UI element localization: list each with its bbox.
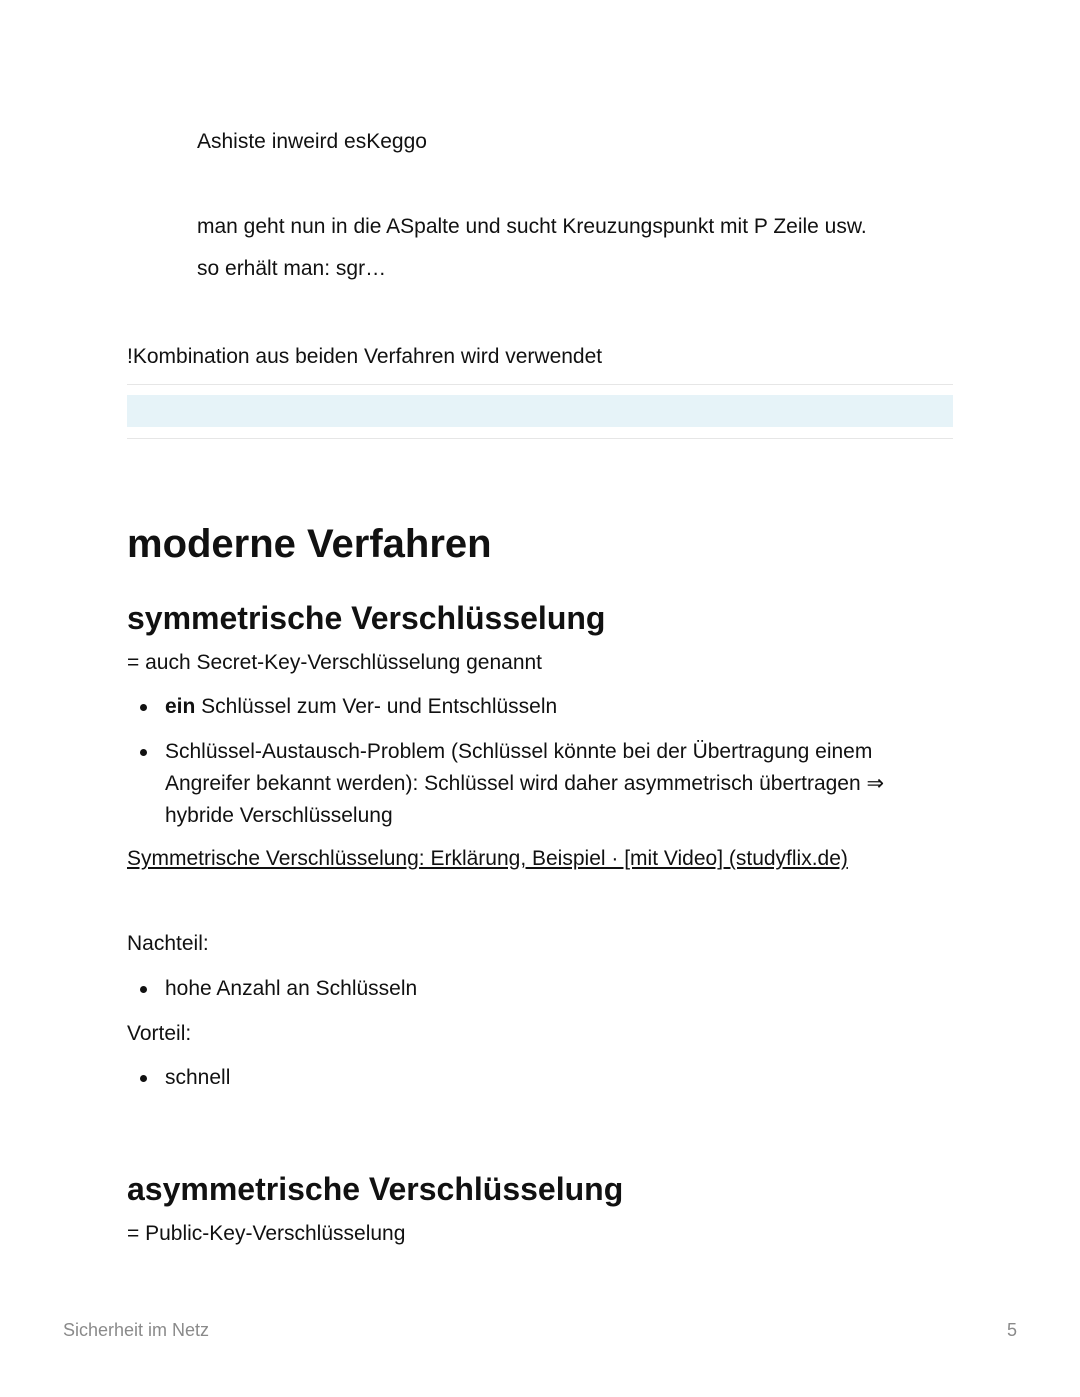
divider-bottom	[127, 438, 953, 439]
studyflix-link[interactable]: Symmetrische Verschlüsselung: Erklärung, Beispiel · [mit Video] (studyflix.de)	[127, 847, 848, 870]
bullet-dot	[140, 986, 147, 993]
nachteil-item: hohe Anzahl an Schlüsseln	[165, 977, 418, 1000]
bullet-dot	[140, 1075, 147, 1082]
section-title-modern: moderne Verfahren	[127, 522, 492, 566]
nachteil-label: Nachteil:	[127, 932, 209, 955]
list-item-text: Schlüssel zum Ver- und Entschlüsseln	[195, 695, 558, 718]
bullet-dot	[140, 749, 147, 756]
asymmetric-definition: = Public-Key-Verschlüsselung	[127, 1222, 406, 1245]
combination-note: !Kombination aus beiden Verfahren wird verwendet	[127, 345, 603, 368]
empty-callout-block	[127, 395, 953, 427]
footer-page-number: 5	[1006, 1320, 1017, 1340]
cipher-method-text: man geht nun in die ASpalte und sucht Kreuzungspunkt mit P Zeile usw.	[197, 215, 867, 238]
list-item-key-exchange-line2: Angreifer bekannt werden): Schlüssel wird daher asymmetrisch übertragen ⇒	[165, 772, 885, 795]
heading-asymmetric: asymmetrische Verschlüsselung	[127, 1171, 624, 1207]
list-item-one-key	[165, 691, 557, 723]
cipher-result-text: so erhält man: sgr…	[197, 257, 387, 280]
vorteil-item: schnell	[165, 1066, 231, 1089]
symmetric-definition: = auch Secret-Key-Verschlüsselung genannt	[127, 651, 543, 674]
list-item-key-exchange-line1: Schlüssel-Austausch-Problem (Schlüssel könnte bei der Übertragung einem	[165, 740, 873, 763]
bullet-dot	[140, 704, 147, 711]
footer-document-title: Sicherheit im Netz	[63, 1320, 210, 1340]
list-item-key-exchange-line3: hybride Verschlüsselung	[165, 804, 393, 827]
vorteil-label: Vorteil:	[127, 1022, 192, 1045]
ciphertext-example: Ashiste inweird esKeggo	[197, 130, 427, 153]
emphasis-ein: ein	[165, 695, 196, 718]
divider-top	[127, 384, 953, 385]
heading-symmetric: symmetrische Verschlüsselung	[127, 600, 606, 636]
